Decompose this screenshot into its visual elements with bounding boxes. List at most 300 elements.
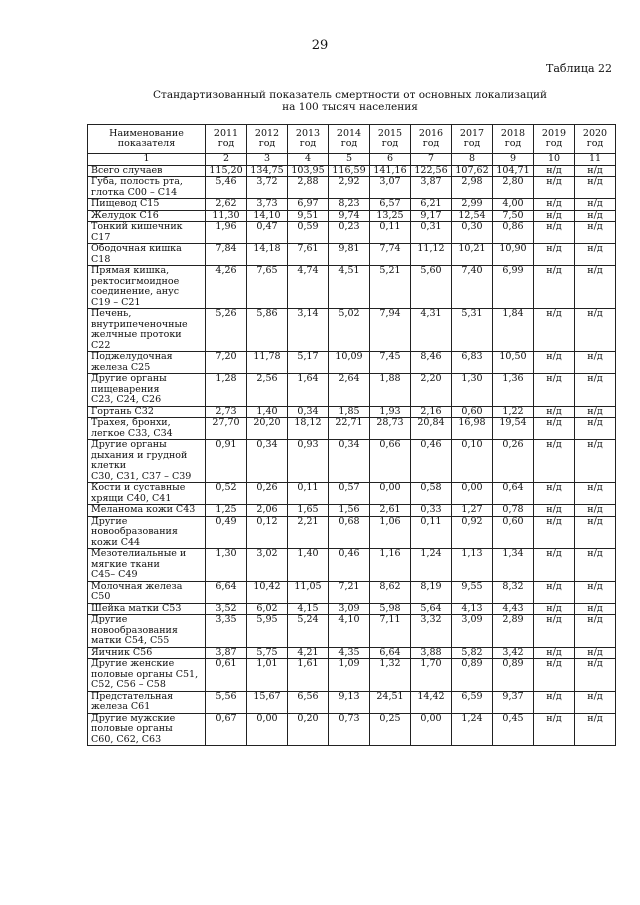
row-value: 2,99: [452, 199, 493, 211]
row-value: н/д: [575, 615, 616, 648]
row-value: 9,37: [493, 691, 534, 713]
row-value: 0,60: [493, 516, 534, 549]
column-number: 10: [534, 154, 575, 166]
row-value: н/д: [534, 483, 575, 505]
row-name: [88, 581, 206, 603]
header-year: [411, 125, 452, 154]
table-row: [88, 516, 616, 549]
row-value: 2,73: [206, 406, 247, 418]
row-value: 5,60: [411, 266, 452, 309]
row-value: 1,30: [206, 549, 247, 582]
row-value: 7,84: [206, 244, 247, 266]
row-name: [88, 691, 206, 713]
row-value: н/д: [534, 210, 575, 222]
row-name-line: С52, С56 – С58: [91, 679, 166, 690]
row-value: 1,93: [370, 406, 411, 418]
row-name-line: Желудок С16: [91, 209, 159, 221]
row-name-line: Всего случаев: [91, 164, 163, 176]
row-value: 0,89: [493, 659, 534, 692]
row-value: 5,75: [247, 647, 288, 659]
header-year: [206, 125, 247, 154]
row-name: [88, 440, 206, 483]
row-name: [88, 165, 206, 177]
row-value: 20,20: [247, 418, 288, 440]
row-value: 0,11: [370, 222, 411, 244]
table-row: [88, 266, 616, 309]
row-value: 15,67: [247, 691, 288, 713]
row-name-line: мягкие ткани: [91, 558, 160, 570]
row-name-line: Гортань С32: [91, 405, 154, 417]
row-value: 1,65: [288, 505, 329, 517]
row-value: 10,90: [493, 244, 534, 266]
header-year-unit: год: [504, 138, 522, 149]
row-value: н/д: [534, 352, 575, 374]
row-value: 1,88: [370, 374, 411, 407]
row-name-line: Другие: [91, 515, 128, 527]
row-value: н/д: [534, 659, 575, 692]
row-value: 0,68: [329, 516, 370, 549]
row-value: н/д: [575, 516, 616, 549]
row-value: 1,61: [288, 659, 329, 692]
row-name-line: хрящи С40, С41: [91, 492, 172, 504]
row-value: н/д: [575, 713, 616, 746]
row-value: 9,51: [288, 210, 329, 222]
row-value: н/д: [575, 244, 616, 266]
row-value: 20,84: [411, 418, 452, 440]
row-value: 7,50: [493, 210, 534, 222]
row-value: 4,74: [288, 266, 329, 309]
row-name-line: Предстательная: [91, 690, 174, 702]
row-value: 2,92: [329, 177, 370, 199]
column-number: 11: [575, 154, 616, 166]
row-name-line: половые органы: [91, 723, 173, 734]
row-value: 11,30: [206, 210, 247, 222]
row-value: н/д: [575, 210, 616, 222]
row-value: 6,64: [206, 581, 247, 603]
row-value: 0,33: [411, 505, 452, 517]
row-value: 9,13: [329, 691, 370, 713]
row-value: 7,65: [247, 266, 288, 309]
row-value: 0,67: [206, 713, 247, 746]
row-value: 107,62: [452, 165, 493, 177]
row-value: 5,26: [206, 309, 247, 352]
column-number: 7: [411, 154, 452, 166]
row-value: 5,02: [329, 309, 370, 352]
header-year-value: 2018: [500, 127, 526, 139]
row-value: 5,56: [206, 691, 247, 713]
row-value: 0,93: [288, 440, 329, 483]
row-name: [88, 406, 206, 418]
row-value: н/д: [575, 581, 616, 603]
row-name-line: новообразования: [91, 526, 178, 537]
header-name-line2: показателя: [117, 138, 176, 149]
header-year: [247, 125, 288, 154]
header-year-value: 2013: [295, 127, 321, 139]
row-value: 10,09: [329, 352, 370, 374]
row-value: н/д: [575, 440, 616, 483]
column-number: 5: [329, 154, 370, 166]
row-name-line: Трахея, бронхи,: [91, 417, 171, 428]
row-value: 8,62: [370, 581, 411, 603]
row-value: 0,89: [452, 659, 493, 692]
row-value: 1,56: [329, 505, 370, 517]
row-value: н/д: [534, 222, 575, 244]
row-value: 104,71: [493, 165, 534, 177]
row-value: 4,31: [411, 309, 452, 352]
row-value: н/д: [534, 647, 575, 659]
row-name-line: дыхания и грудной: [91, 449, 188, 461]
row-value: н/д: [575, 309, 616, 352]
header-year-value: 2017: [459, 127, 485, 139]
row-value: 134,75: [247, 165, 288, 177]
row-value: 27,70: [206, 418, 247, 440]
row-value: 1,96: [206, 222, 247, 244]
row-value: 2,62: [206, 199, 247, 211]
row-value: н/д: [534, 440, 575, 483]
row-value: 1,01: [247, 659, 288, 692]
row-value: 11,05: [288, 581, 329, 603]
row-value: 6,57: [370, 199, 411, 211]
table-title: [150, 89, 550, 113]
row-value: 1,40: [288, 549, 329, 582]
row-value: 7,74: [370, 244, 411, 266]
table-row: [88, 581, 616, 603]
table-row: [88, 210, 616, 222]
row-value: 5,24: [288, 615, 329, 648]
column-number: 4: [288, 154, 329, 166]
row-name: [88, 659, 206, 692]
row-value: 10,50: [493, 352, 534, 374]
row-value: н/д: [534, 516, 575, 549]
row-name-line: желчные протоки: [91, 329, 182, 340]
row-value: 0,64: [493, 483, 534, 505]
header-year-value: 2014: [336, 127, 362, 139]
row-value: 5,98: [370, 603, 411, 615]
row-name: [88, 615, 206, 648]
row-value: 0,26: [493, 440, 534, 483]
row-value: 0,73: [329, 713, 370, 746]
row-name-line: С18: [91, 253, 111, 265]
header-year: [534, 125, 575, 154]
row-value: 4,10: [329, 615, 370, 648]
row-value: 24,51: [370, 691, 411, 713]
row-name: [88, 483, 206, 505]
row-value: 2,56: [247, 374, 288, 407]
row-value: 122,56: [411, 165, 452, 177]
row-name-line: С22: [91, 339, 111, 351]
table-row: [88, 549, 616, 582]
row-value: 2,21: [288, 516, 329, 549]
row-name-line: внутрипеченочные: [91, 318, 188, 330]
table-title-line2: на 100 тысяч населения: [282, 101, 418, 113]
row-value: 3,35: [206, 615, 247, 648]
row-value: 0,00: [370, 483, 411, 505]
row-name-line: Молочная железа: [91, 580, 183, 592]
row-value: 2,89: [493, 615, 534, 648]
row-value: 4,26: [206, 266, 247, 309]
header-year-unit: год: [258, 138, 276, 149]
row-name-line: новообразования: [91, 624, 178, 636]
row-value: 1,28: [206, 374, 247, 407]
header-year-value: 2020: [582, 127, 608, 139]
row-name-line: Мезотелиальные и: [91, 548, 187, 559]
row-value: 5,64: [411, 603, 452, 615]
row-value: н/д: [575, 659, 616, 692]
table-row: [88, 374, 616, 407]
row-value: 5,95: [247, 615, 288, 648]
row-value: 0,91: [206, 440, 247, 483]
row-value: 0,00: [452, 483, 493, 505]
row-value: 2,98: [452, 177, 493, 199]
row-value: 3,88: [411, 647, 452, 659]
row-value: н/д: [575, 418, 616, 440]
row-value: 1,16: [370, 549, 411, 582]
row-value: 4,00: [493, 199, 534, 211]
row-value: 9,17: [411, 210, 452, 222]
row-name-line: матки С54, С55: [91, 635, 170, 646]
row-value: 0,78: [493, 505, 534, 517]
row-value: 3,52: [206, 603, 247, 615]
row-value: н/д: [534, 374, 575, 407]
row-value: 10,42: [247, 581, 288, 603]
header-year: [329, 125, 370, 154]
row-value: 0,92: [452, 516, 493, 549]
row-value: 0,61: [206, 659, 247, 692]
row-value: 1,84: [493, 309, 534, 352]
header-row: [88, 125, 616, 154]
row-name-line: Ободочная кишка: [91, 243, 182, 254]
row-value: 1,24: [452, 713, 493, 746]
row-name: [88, 210, 206, 222]
row-value: 4,21: [288, 647, 329, 659]
row-name: [88, 177, 206, 199]
row-value: 1,24: [411, 549, 452, 582]
row-value: 14,10: [247, 210, 288, 222]
row-value: 8,19: [411, 581, 452, 603]
row-value: 0,34: [329, 440, 370, 483]
row-value: н/д: [575, 374, 616, 407]
table-row: [88, 177, 616, 199]
row-value: 0,12: [247, 516, 288, 549]
row-name-line: соединение, анус: [91, 286, 180, 297]
row-name-line: С50: [91, 591, 111, 602]
row-value: 13,25: [370, 210, 411, 222]
row-value: 0,86: [493, 222, 534, 244]
row-name: [88, 244, 206, 266]
table-row: [88, 352, 616, 374]
row-value: н/д: [534, 691, 575, 713]
row-value: 0,66: [370, 440, 411, 483]
row-value: 0,45: [493, 713, 534, 746]
row-value: 1,27: [452, 505, 493, 517]
row-value: н/д: [575, 266, 616, 309]
row-value: н/д: [534, 199, 575, 211]
row-value: 1,25: [206, 505, 247, 517]
table-label: Таблица 22: [546, 62, 612, 75]
row-value: 3,42: [493, 647, 534, 659]
row-value: 0,34: [288, 406, 329, 418]
row-value: 1,06: [370, 516, 411, 549]
header-year-value: 2019: [541, 127, 567, 139]
row-value: 1,34: [493, 549, 534, 582]
row-value: н/д: [534, 581, 575, 603]
row-value: н/д: [534, 713, 575, 746]
row-value: 0,25: [370, 713, 411, 746]
row-value: н/д: [534, 418, 575, 440]
row-name: [88, 418, 206, 440]
row-name-line: пищеварения: [91, 383, 160, 395]
header-year-value: 2012: [254, 127, 280, 139]
row-value: 2,16: [411, 406, 452, 418]
row-value: 6,99: [493, 266, 534, 309]
row-value: 0,11: [411, 516, 452, 549]
row-value: 2,88: [288, 177, 329, 199]
row-value: н/д: [575, 505, 616, 517]
header-year: [575, 125, 616, 154]
row-value: 0,00: [247, 713, 288, 746]
row-name-line: клетки: [91, 460, 127, 471]
row-value: н/д: [575, 352, 616, 374]
row-name: [88, 374, 206, 407]
row-name-line: Пищевод С15: [91, 198, 160, 209]
row-value: 3,87: [206, 647, 247, 659]
row-value: 0,23: [329, 222, 370, 244]
table-row: [88, 691, 616, 713]
mortality-table: [87, 124, 616, 746]
row-value: 141,16: [370, 165, 411, 177]
row-value: 0,34: [247, 440, 288, 483]
column-number: 3: [247, 154, 288, 166]
row-name: [88, 516, 206, 549]
row-value: 3,14: [288, 309, 329, 352]
row-value: н/д: [575, 647, 616, 659]
row-value: 1,30: [452, 374, 493, 407]
row-value: 9,74: [329, 210, 370, 222]
row-value: 103,95: [288, 165, 329, 177]
row-name-line: Тонкий кишечник: [91, 221, 183, 232]
row-value: 3,07: [370, 177, 411, 199]
row-value: 0,46: [411, 440, 452, 483]
row-name: [88, 549, 206, 582]
page-number: 29: [311, 38, 329, 53]
column-number: 6: [370, 154, 411, 166]
row-name: [88, 505, 206, 517]
row-value: н/д: [534, 165, 575, 177]
row-value: 0,52: [206, 483, 247, 505]
row-name: [88, 352, 206, 374]
row-value: 8,46: [411, 352, 452, 374]
row-name: [88, 603, 206, 615]
row-name-line: С23, С24, С26: [91, 394, 162, 405]
row-name-line: Яичник С56: [91, 646, 153, 658]
header-year-unit: год: [381, 138, 399, 149]
row-name-line: С19 – С21: [91, 296, 141, 308]
row-value: 6,83: [452, 352, 493, 374]
table-row: [88, 418, 616, 440]
row-value: 2,06: [247, 505, 288, 517]
header-year: [493, 125, 534, 154]
row-value: 0,59: [288, 222, 329, 244]
row-name-line: Другие женские: [91, 658, 175, 669]
table-row: [88, 440, 616, 483]
row-value: н/д: [575, 691, 616, 713]
row-name: [88, 309, 206, 352]
row-value: 1,13: [452, 549, 493, 582]
table-row: [88, 222, 616, 244]
row-name-line: половые органы С51,: [91, 668, 199, 680]
row-value: 4,15: [288, 603, 329, 615]
row-value: 14,42: [411, 691, 452, 713]
header-year-value: 2016: [418, 127, 444, 139]
row-value: 11,12: [411, 244, 452, 266]
row-value: н/д: [575, 406, 616, 418]
row-value: 0,20: [288, 713, 329, 746]
row-value: 0,10: [452, 440, 493, 483]
row-value: 3,87: [411, 177, 452, 199]
row-name-line: Другие: [91, 614, 128, 625]
row-value: н/д: [575, 222, 616, 244]
row-value: 8,23: [329, 199, 370, 211]
row-name-line: железа С61: [91, 701, 151, 712]
row-value: 16,98: [452, 418, 493, 440]
row-value: 0,00: [411, 713, 452, 746]
header-year-unit: год: [340, 138, 358, 149]
table-row: [88, 309, 616, 352]
row-value: 0,30: [452, 222, 493, 244]
header-name: [88, 125, 206, 154]
row-value: 12,54: [452, 210, 493, 222]
table-row: [88, 244, 616, 266]
row-value: 11,78: [247, 352, 288, 374]
table-row: [88, 199, 616, 211]
row-value: 3,02: [247, 549, 288, 582]
row-value: н/д: [575, 165, 616, 177]
row-value: 0,58: [411, 483, 452, 505]
row-value: 5,86: [247, 309, 288, 352]
row-value: 1,22: [493, 406, 534, 418]
row-value: 2,20: [411, 374, 452, 407]
row-value: 6,21: [411, 199, 452, 211]
header-year-value: 2015: [377, 127, 403, 139]
row-value: н/д: [575, 199, 616, 211]
row-value: 7,21: [329, 581, 370, 603]
row-name-line: С45– С49: [91, 569, 138, 580]
row-name: [88, 647, 206, 659]
row-value: 1,70: [411, 659, 452, 692]
row-value: 3,09: [452, 615, 493, 648]
row-name-line: С60, С62, С63: [91, 733, 162, 745]
row-name: [88, 222, 206, 244]
row-name-line: Поджелудочная: [91, 351, 173, 362]
row-value: 2,61: [370, 505, 411, 517]
column-number-row: [88, 154, 616, 166]
row-name-line: Другие органы: [91, 373, 167, 384]
table-row: [88, 647, 616, 659]
row-value: 14,18: [247, 244, 288, 266]
row-name-line: Кости и суставные: [91, 482, 186, 493]
row-value: 0,46: [329, 549, 370, 582]
row-value: 2,64: [329, 374, 370, 407]
header-year-unit: год: [545, 138, 563, 149]
row-value: 5,82: [452, 647, 493, 659]
row-value: н/д: [534, 177, 575, 199]
row-value: н/д: [575, 549, 616, 582]
row-value: 6,97: [288, 199, 329, 211]
column-number: 8: [452, 154, 493, 166]
table-row: [88, 406, 616, 418]
row-value: 0,26: [247, 483, 288, 505]
table-row: [88, 603, 616, 615]
